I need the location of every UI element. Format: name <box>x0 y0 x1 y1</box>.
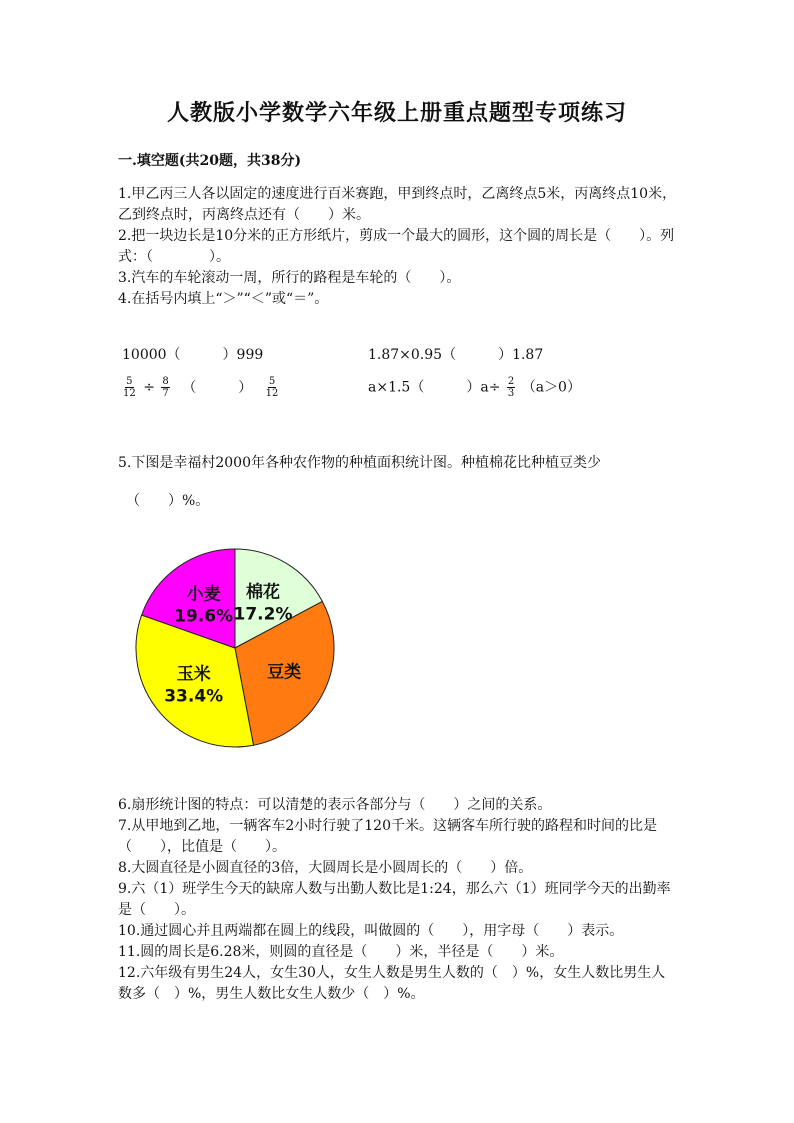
pie-label-percent-0: 17.2% <box>233 604 293 625</box>
fraction-5-12-b: $\frac{5}{12}$ <box>265 376 279 399</box>
compare-blank: （ ） <box>182 379 253 396</box>
compare-r2c1 <box>120 376 281 399</box>
page-title: 人教版小学数学六年级上册重点题型专项练习 <box>166 100 627 126</box>
fraction-2-3: $\frac{2}{3}$ <box>507 376 515 399</box>
question-5-line1: 5.下图是幸福村2000年各种农作物的种植面积统计图。种植棉花比种植豆类少 <box>118 455 601 471</box>
pie-label-name-0: 棉花 <box>246 582 280 603</box>
divide-sign: ÷ <box>143 379 155 396</box>
question-11: 11.圆的周长是6.28米，则圆的直径是（ ）米，半径是（ ）米。 <box>118 944 564 960</box>
pie-chart <box>120 530 350 760</box>
compare-r1c1: 10000（ ）999 <box>122 347 264 363</box>
fraction-5-12: $\frac{5}{12}$ <box>123 376 136 399</box>
question-3: 3.汽车的车轮滚动一周，所行的路程是车轮的（ ）。 <box>118 270 461 286</box>
question-7: 7.从甲地到乙地，一辆客车2小时行驶了120千米。这辆客车所行驶的路程和时间的比是（ ），比值是（ ）。 <box>118 818 657 855</box>
question-8: 8.大圆直径是小圆直径的3倍，大圆周长是小圆周长的（ ）倍。 <box>118 860 533 876</box>
question-10: 10.通过圆心并且两端都在圆上的线段，叫做圆的（ ），用字母（ ）表示。 <box>118 923 624 939</box>
question-2: 2.把一块边长是10分米的正方形纸片，剪成一个最大的圆形，这个圆的周长是（ ）。列式：（ ）。 <box>118 228 675 265</box>
question-9: 9.六（1）班学生今天的缺席人数与出勤人数比是1:24，那么六（1）班同学今天的出勤率是（ ）。 <box>118 881 671 918</box>
question-5-line2: （ ）%。 <box>126 493 210 509</box>
pie-label-name-2: 玉米 <box>176 664 211 685</box>
question-12: 12.六年级有男生24人，女生30人，女生人数是男生人数的（ ）%，女生人数比男生人数多（ ）%，男生人数比女生人数少（ ）%。 <box>118 965 666 1002</box>
pie-label-percent-2: 33.4% <box>164 686 224 707</box>
pie-label-name-3: 小麦 <box>186 584 221 605</box>
question-1: 1.甲乙丙三人各以固定的速度进行百米赛跑，甲到终点时，乙离终点5米，丙离终点10米，乙到终点时，丙离终点还有（ ）米。 <box>118 186 677 223</box>
fraction-8-7: $\frac{8}{7}$ <box>162 376 169 399</box>
compare-r2c2: a×1.5（ ）a÷ $\frac{2}{3}$ （a＞0） <box>368 376 581 399</box>
compare-r1c2: 1.87×0.95（ ）1.87 <box>368 347 544 363</box>
section-heading: 一.填空题(共20题，共38分) <box>118 153 302 169</box>
questions-top <box>118 184 678 310</box>
pie-label-percent-3: 19.6% <box>174 606 234 627</box>
pie-label-name-1: 豆类 <box>267 662 302 683</box>
question-6: 6.扇形统计图的特点：可以清楚的表示各部分与（ ）之间的关系。 <box>118 797 552 813</box>
question-4: 4.在括号内填上“＞”“＜”或“＝”。 <box>118 291 329 307</box>
questions-bottom <box>118 795 678 1005</box>
